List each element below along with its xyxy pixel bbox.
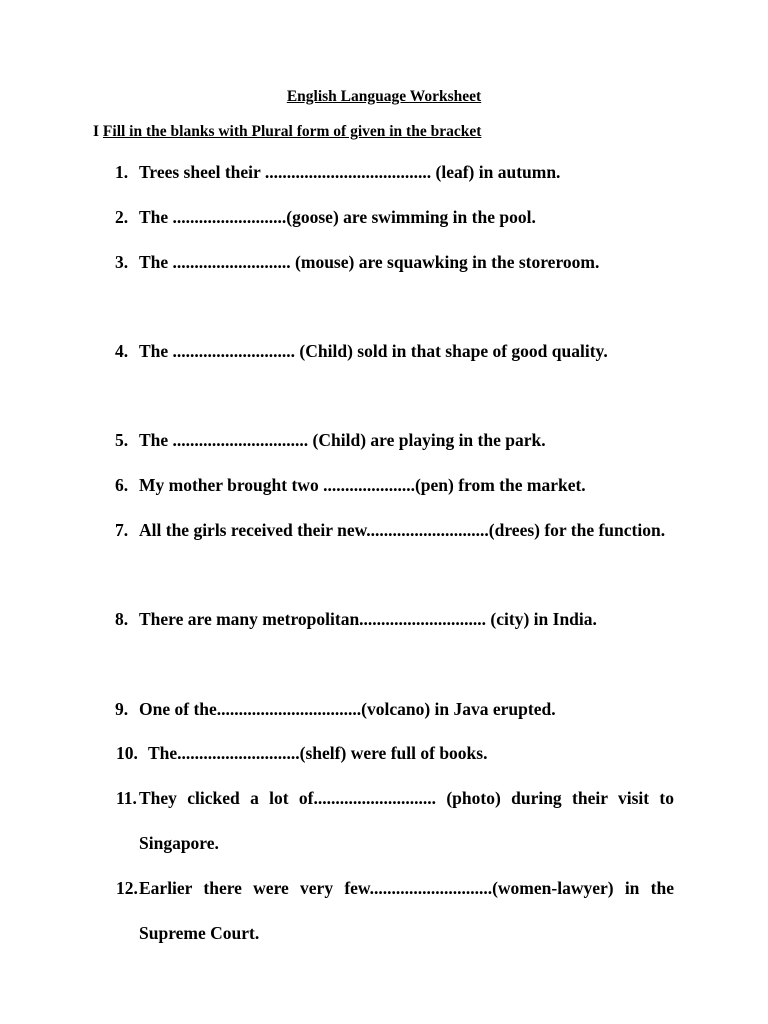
question-item — [116, 866, 674, 956]
question-item — [116, 776, 674, 866]
question-text: There are many metropolitan............................. (city) in India. — [139, 609, 597, 629]
question-text: My mother brought two .....................(pen) from the market. — [139, 475, 586, 495]
question-number: 2. — [115, 207, 129, 227]
question-number: 11. — [116, 788, 137, 808]
question-text: They clicked a lot of............................ (photo) during their visit to Singapore. — [139, 788, 674, 853]
question-number: 7. — [115, 520, 129, 540]
question-text: One of the.................................(volcano) in Java erupted. — [139, 699, 556, 719]
question-item — [115, 508, 674, 553]
question-text: The ..........................(goose) are swimming in the pool. — [139, 207, 536, 227]
section-number: I — [93, 123, 100, 140]
question-item — [115, 195, 674, 240]
question-text: The............................(shelf) were full of books. — [148, 743, 488, 763]
question-text: Trees sheel their ...................................... (leaf) in autumn. — [139, 162, 561, 182]
question-text: The ............................... (Child) are playing in the park. — [139, 430, 546, 450]
question-item — [115, 687, 674, 732]
question-item — [115, 597, 674, 642]
question-number: 10. — [116, 743, 138, 763]
question-number: 1. — [115, 162, 129, 182]
question-number: 4. — [115, 341, 129, 361]
question-number: 3. — [115, 252, 129, 272]
question-number: 8. — [115, 609, 129, 629]
question-text: The ........................... (mouse) are squawking in the storeroom. — [139, 252, 600, 272]
question-number: 9. — [115, 699, 129, 719]
question-item — [115, 240, 674, 285]
question-item — [116, 731, 674, 776]
question-item — [115, 418, 674, 463]
question-text: The ............................ (Child) sold in that shape of good quality. — [139, 341, 608, 361]
question-number: 12. — [116, 878, 138, 898]
instruction-line — [93, 122, 481, 142]
question-number: 6. — [115, 475, 129, 495]
question-text: All the girls received their new............................(drees) for the function. — [139, 520, 666, 540]
instruction-text: Fill in the blanks with Plural form of given in the bracket — [102, 123, 482, 140]
question-item — [115, 150, 674, 195]
question-item — [115, 463, 674, 508]
question-number: 5. — [115, 430, 129, 450]
question-item — [115, 329, 674, 374]
question-text: Earlier there were very few............................(women-lawyer) in the Supreme Court. — [139, 878, 674, 943]
worksheet-title: English Language Worksheet — [286, 88, 482, 105]
